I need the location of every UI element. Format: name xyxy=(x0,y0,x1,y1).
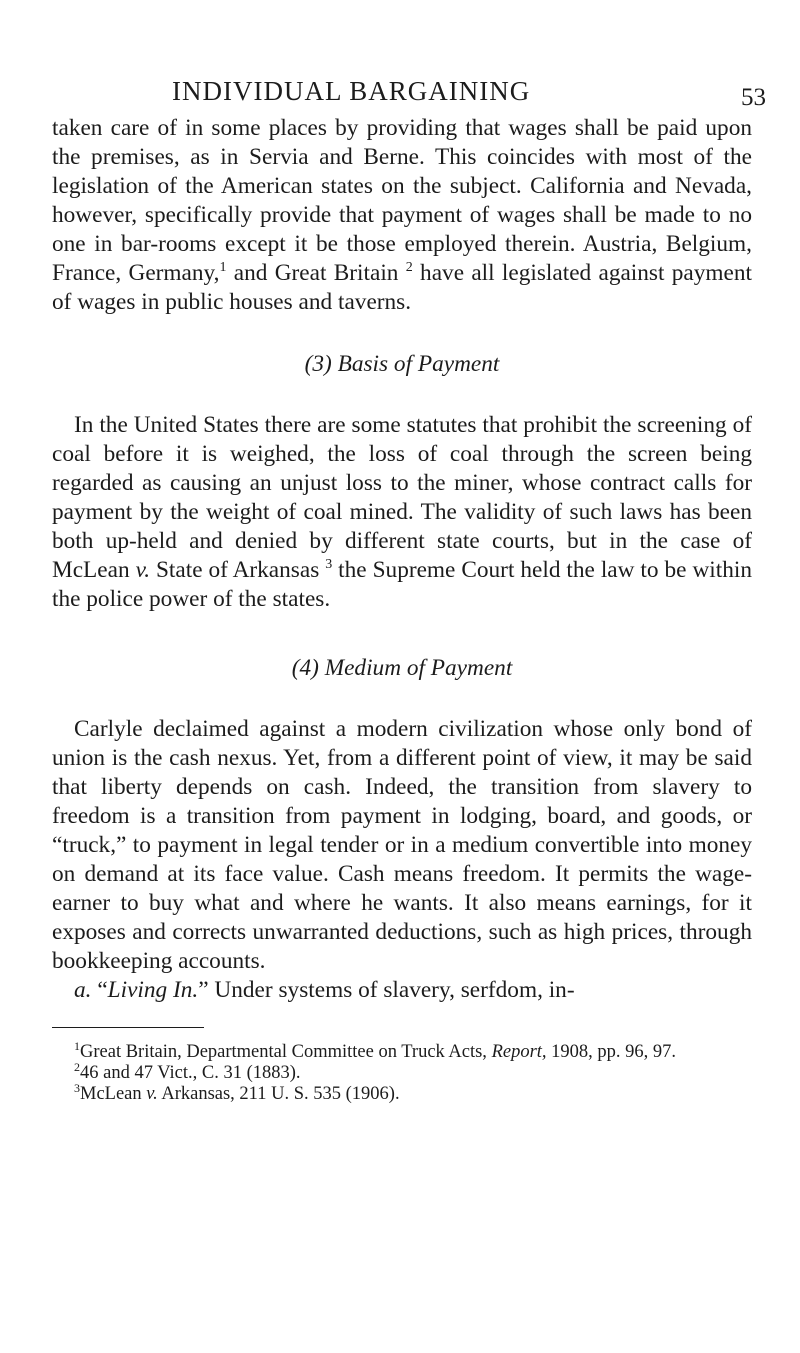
subsection-title: Living In. xyxy=(107,977,199,1003)
section-heading-medium-of-payment xyxy=(52,654,752,683)
footnote-ref-3: 3 xyxy=(325,557,333,573)
footnote-1-text: Great Britain, Departmental Committee on Truck Acts, xyxy=(80,1042,492,1062)
running-title: INDIVIDUAL BARGAINING xyxy=(172,76,531,106)
close-quote: ” xyxy=(198,977,209,1003)
footnote-mark: 3 xyxy=(74,1080,80,1095)
paragraph-2-text-b: State of Arkansas xyxy=(150,557,320,583)
section-number: (3) xyxy=(304,351,332,377)
footnote-3-text-a: McLean xyxy=(80,1084,147,1104)
paragraph-3 xyxy=(52,715,752,976)
section-heading-basis-of-payment xyxy=(52,350,752,379)
book-page xyxy=(52,70,766,1105)
footnote-3-text-b: Arkansas, 211 U. S. 535 (1906). xyxy=(157,1084,400,1104)
footnote-mark: 2 xyxy=(74,1059,80,1074)
footnote-divider xyxy=(52,1027,204,1028)
paragraph-2 xyxy=(52,411,752,614)
footnote-3 xyxy=(52,1080,752,1105)
subsection-label: a. xyxy=(74,977,92,1003)
running-head xyxy=(52,70,766,114)
footnote-1 xyxy=(52,1038,752,1063)
page-number: 53 xyxy=(741,84,766,111)
footnote-1-tail: 1908, pp. 96, 97. xyxy=(546,1042,677,1062)
paragraph-3-text: Carlyle declaimed against a modern civilization whose only bond of union is the cash nexus. Yet, from a different point of view, it may be said that liberty depends on cash. Indeed, the transition from slavery to freedom is a transition from payment in lodging, board, and goods, or “truck,” to payment in legal tender or in a medium convertible into money on demand at its face value. Cash means freedom. It permits the wage-earner to buy what and where he wants. It also means earnings, for it exposes and corrects unwarranted deductions, such as high prices, through bookkeeping accounts. xyxy=(52,716,752,974)
footnote-ref-2: 2 xyxy=(405,260,413,276)
paragraph-4-text: Under systems of slavery, serfdom, in- xyxy=(208,977,575,1003)
footnote-1-italic: Report, xyxy=(491,1042,547,1062)
section-title: Basis of Payment xyxy=(337,351,500,377)
versus-abbrev: v. xyxy=(146,1084,158,1104)
footnote-ref-1: 1 xyxy=(219,260,227,276)
paragraph-1-text-a: taken care of in some places by providing that wages shall be paid upon the premises, as in Servia and Berne. This coincides with most of the legislation of the American states on the subject. California and Nevada, however, specifically provide that payment of wages shall be made to no one in bar-rooms except it be those employed therein. Austria, Belgium, France, Germany, xyxy=(52,115,752,286)
footnote-mark: 1 xyxy=(74,1038,80,1053)
open-quote: “ xyxy=(97,977,108,1003)
paragraph-1-text-c: have all legislated against payment of wages in public houses and taverns. xyxy=(52,260,752,315)
section-number: (4) xyxy=(291,655,319,681)
footnote-2 xyxy=(52,1059,752,1084)
paragraph-2-text-c: the Supreme Court held the law to be within the police power of the states. xyxy=(52,557,752,612)
paragraph-1-text-b: and Great Britain xyxy=(226,260,399,286)
paragraph-1 xyxy=(52,114,752,317)
footnote-2-text: 46 and 47 Vict., C. 31 (1883). xyxy=(80,1063,301,1083)
versus-abbrev: v. xyxy=(135,557,151,583)
section-title: Medium of Payment xyxy=(324,655,513,681)
paragraph-2-text-a: In the United States there are some statutes that prohibit the screening of coal before it is weighed, the loss of coal through the screen being regarded as causing an unjust loss to the miner, whose contract calls for payment by the weight of coal mined. The validity of such laws has been both up-held and denied by different state courts, but in the case of McLean xyxy=(52,412,752,583)
paragraph-4 xyxy=(52,976,752,1005)
